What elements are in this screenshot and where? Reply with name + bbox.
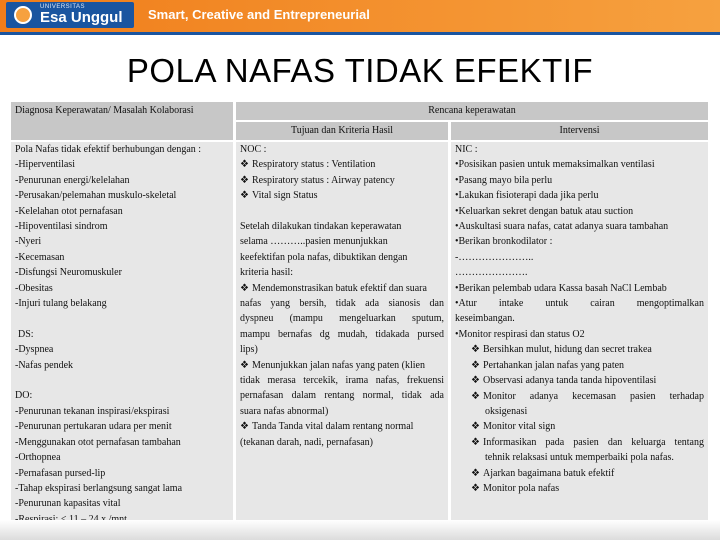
diamond-bullet-icon: ❖ bbox=[471, 421, 480, 433]
ds-label: DS: bbox=[18, 328, 34, 340]
do-item: -Tahap ekspirasi berlangsung sangat lama bbox=[15, 482, 183, 494]
sub-intervention: Observasi adanya tanda tanda hipoventilasi bbox=[483, 375, 657, 387]
goal-intro-line: keefektifan pola nafas, dibuktikan dengan bbox=[240, 251, 408, 263]
diamond-bullet-icon: ❖ bbox=[240, 421, 249, 433]
criteria-line: mampu bernafas dg mudah, tidakada pursed bbox=[240, 328, 444, 340]
goal-intro-line: kriteria hasil: bbox=[240, 267, 294, 279]
criteria-line: Mendemonstrasikan batuk efektif dan suara bbox=[252, 282, 427, 294]
diamond-bullet-icon: ❖ bbox=[240, 174, 249, 186]
do-item: -Orthopnea bbox=[15, 452, 61, 464]
criteria-line: lips) bbox=[240, 344, 258, 356]
ds-item: -Dyspnea bbox=[15, 344, 54, 356]
diamond-bullet-icon: ❖ bbox=[240, 159, 249, 171]
header-diagnosis bbox=[11, 102, 233, 140]
sub-intervention: Monitor adanya kecemasan pasien terhadap bbox=[483, 390, 704, 402]
bullet-icon: • bbox=[455, 282, 459, 294]
banner-divider bbox=[0, 32, 720, 35]
do-item: -Penurunan pertukaran udara per menit bbox=[15, 421, 172, 433]
bullet-icon: • bbox=[455, 174, 459, 186]
tagline: Smart, Creative and Entrepreneurial bbox=[148, 7, 370, 22]
header-tujuan-label: Tujuan dan Kriteria Hasil bbox=[290, 125, 394, 136]
sub-intervention: Informasikan pada pasien dan keluarga tentang bbox=[483, 436, 704, 448]
header-diagnosis-label: Diagnosa Keperawatan/ Masalah Kolaborasi bbox=[15, 105, 194, 116]
ds-item: -Nafas pendek bbox=[15, 359, 74, 371]
diamond-bullet-icon: ❖ bbox=[471, 390, 480, 402]
sub-intervention: Bersihkan mulut, hidung dan secret trakea bbox=[483, 344, 652, 356]
diamond-bullet-icon: ❖ bbox=[471, 436, 480, 448]
cause-item: -Obesitas bbox=[15, 282, 53, 294]
bullet-icon: • bbox=[455, 328, 459, 340]
intervention-item: Posisikan pasien untuk memaksimalkan ventilasi bbox=[458, 159, 655, 171]
intervention-item: Berikan bronkodilator : bbox=[458, 236, 553, 248]
cause-item: -Nyeri bbox=[15, 236, 42, 248]
goals-cell bbox=[236, 142, 448, 520]
bullet-icon: • bbox=[455, 236, 459, 248]
interventions-cell bbox=[451, 142, 708, 520]
sub-intervention: Ajarkan bagaimana batuk efektif bbox=[483, 467, 615, 479]
logo-subtext: UNIVERSITAS bbox=[40, 4, 86, 10]
intervention-item: Keluarkan sekret dengan batuk atau suction bbox=[458, 205, 634, 217]
diamond-bullet-icon: ❖ bbox=[240, 359, 249, 371]
header-rencana-label: Rencana keperawatan bbox=[428, 105, 516, 116]
sub-intervention-continuation: oksigenasi bbox=[485, 405, 528, 417]
intervention-continuation: keseimbangan. bbox=[455, 313, 515, 325]
logo-emblem-icon bbox=[14, 6, 32, 24]
criteria-line: (tekanan darah, nadi, pernafasan) bbox=[240, 436, 373, 448]
header-intervensi-label: Intervensi bbox=[559, 125, 600, 136]
diamond-bullet-icon: ❖ bbox=[471, 467, 480, 479]
noc-item: Respiratory status : Airway patency bbox=[252, 174, 395, 186]
page-title: POLA NAFAS TIDAK EFEKTIF bbox=[126, 52, 594, 89]
bullet-icon: • bbox=[455, 159, 459, 171]
intervention-item: Monitor respirasi dan status O2 bbox=[458, 328, 585, 340]
dots-line: …………………. bbox=[455, 267, 528, 279]
diamond-bullet-icon: ❖ bbox=[471, 482, 480, 494]
header-tujuan bbox=[236, 122, 448, 140]
do-item: -Penurunan kapasitas vital bbox=[15, 498, 121, 510]
criteria-line: tidak merasa tercekik, irama nafas, frekuensi bbox=[240, 375, 444, 387]
bullet-icon: • bbox=[455, 298, 459, 310]
do-item: -Pernafasan pursed-lip bbox=[15, 467, 106, 479]
diamond-bullet-icon: ❖ bbox=[471, 344, 480, 356]
do-item: -Penurunan tekanan inspirasi/ekspirasi bbox=[15, 405, 170, 417]
criteria-line: suara nafas abnormal) bbox=[240, 405, 329, 417]
diamond-bullet-icon: ❖ bbox=[471, 359, 480, 371]
cause-item: -Disfungsi Neuromuskuler bbox=[15, 267, 122, 279]
criteria-line: nafas yang bersih, tidak ada sianosis dan bbox=[240, 298, 444, 310]
dots-line: -………………….. bbox=[455, 251, 534, 263]
diamond-bullet-icon: ❖ bbox=[240, 190, 249, 202]
intervention-item: Lakukan fisioterapi dada jika perlu bbox=[458, 190, 599, 202]
sub-intervention-continuation: tehnik relaksasi untuk memperbaiki pola nafas. bbox=[485, 452, 674, 464]
intervention-item: Atur intake untuk cairan mengoptimalkan bbox=[458, 298, 704, 310]
cause-item: -Kecemasan bbox=[15, 251, 65, 263]
bullet-icon: • bbox=[455, 221, 459, 233]
sub-intervention: Monitor pola nafas bbox=[483, 482, 560, 494]
logo-text: Esa Unggul bbox=[40, 9, 123, 26]
do-label: DO: bbox=[15, 390, 33, 402]
goal-intro-line: selama ………..pasien menunjukkan bbox=[240, 236, 388, 248]
sub-intervention: Pertahankan jalan nafas yang paten bbox=[483, 359, 625, 371]
criteria-line: dyspneu (mampu mengeluarkan sputum, bbox=[240, 313, 444, 325]
goal-intro-line: Setelah dilakukan tindakan keperawatan bbox=[240, 221, 402, 233]
header-intervensi bbox=[451, 122, 708, 140]
noc-label: NOC : bbox=[240, 144, 267, 155]
sub-intervention: Monitor vital sign bbox=[483, 421, 556, 433]
diamond-bullet-icon: ❖ bbox=[240, 282, 249, 294]
nic-label: NIC : bbox=[455, 144, 478, 155]
diagnosis-cell bbox=[11, 142, 233, 520]
bullet-icon: • bbox=[455, 205, 459, 217]
cause-item: -Hiperventilasi bbox=[15, 159, 75, 171]
noc-item: Vital sign Status bbox=[252, 190, 318, 202]
intervention-item: Auskultasi suara nafas, catat adanya suara tambahan bbox=[458, 221, 669, 233]
criteria-line: Tanda Tanda vital dalam rentang normal bbox=[252, 421, 414, 433]
cause-item: -Perusakan/pelemahan muskulo-skeletal bbox=[15, 190, 177, 202]
bullet-icon: • bbox=[455, 190, 459, 202]
do-item: -Menggunakan otot pernafasan tambahan bbox=[15, 436, 181, 448]
cause-item: -Hipoventilasi sindrom bbox=[15, 221, 108, 233]
bottom-shadow bbox=[0, 520, 720, 540]
intervention-item: Pasang mayo bila perlu bbox=[458, 174, 553, 186]
university-logo bbox=[6, 2, 134, 28]
noc-item: Respiratory status : Ventilation bbox=[252, 159, 376, 171]
cause-item: -Injuri tulang belakang bbox=[15, 298, 107, 310]
header-banner bbox=[0, 0, 720, 32]
criteria-line: pernafasan dalam rentang normal, tidak ada bbox=[240, 390, 444, 402]
cause-item: -Penurunan energi/kelelahan bbox=[15, 174, 130, 186]
header-rencana bbox=[236, 102, 708, 120]
intervention-item: Berikan pelembab udara Kassa basah NaCl Lembab bbox=[458, 282, 667, 294]
diamond-bullet-icon: ❖ bbox=[471, 375, 480, 387]
criteria-line: Menunjukkan jalan nafas yang paten (klien bbox=[252, 359, 425, 371]
cause-item: -Kelelahan otot pernafasan bbox=[15, 205, 123, 217]
diagnosis-title: Pola Nafas tidak efektif berhubungan dengan : bbox=[15, 144, 202, 155]
